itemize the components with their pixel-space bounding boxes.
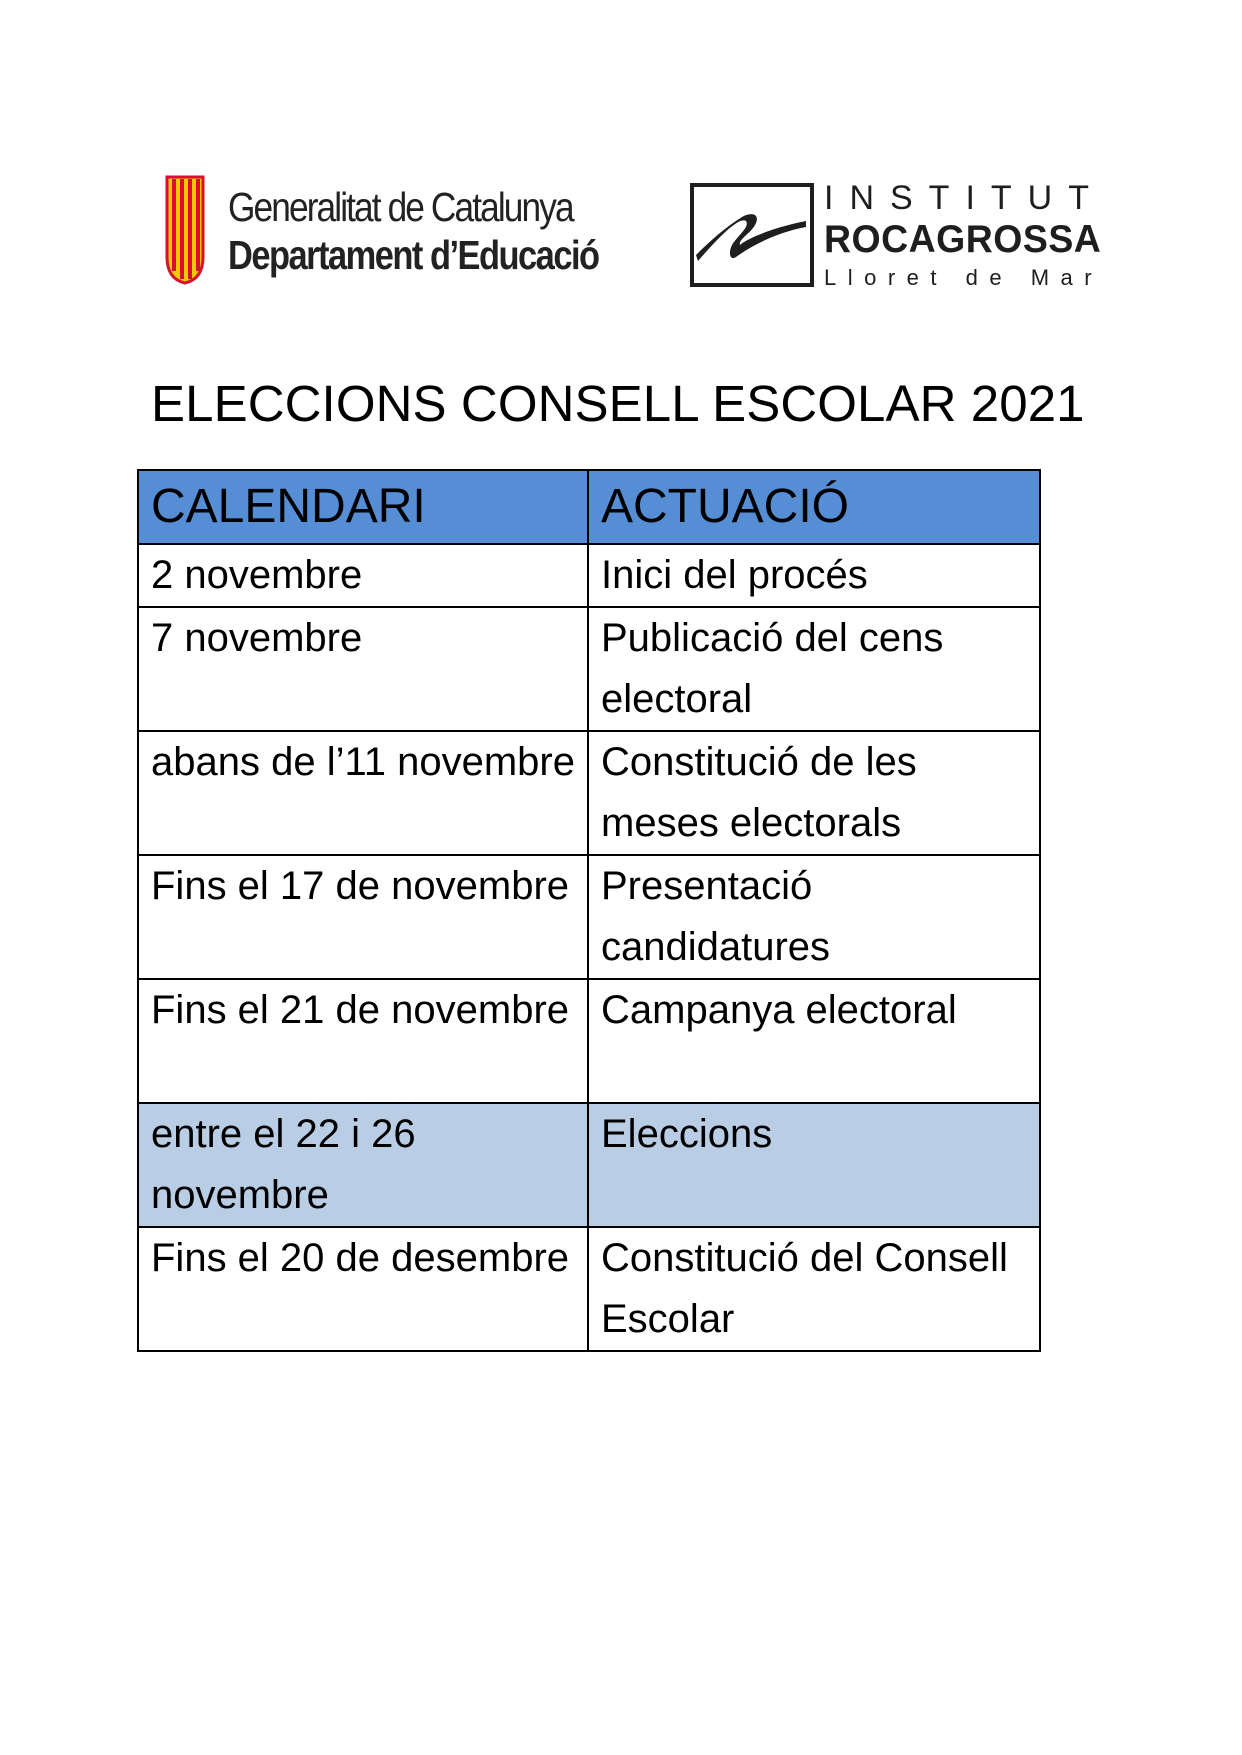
date-cell: 2 novembre <box>138 544 588 607</box>
table-row <box>138 855 1040 979</box>
generalitat-name: Generalitat de Catalunya <box>228 184 573 230</box>
senyera-crest-icon <box>165 175 205 285</box>
institut-logo <box>690 179 1105 291</box>
action-cell: Presentació candidatures <box>588 855 1040 979</box>
institut-name: ROCAGROSSA <box>824 218 1102 261</box>
table-row <box>138 979 1040 1103</box>
action-cell: Inici del procés <box>588 544 1040 607</box>
table-header-row <box>138 470 1040 544</box>
rocagrossa-wave-icon <box>690 183 814 287</box>
action-cell: Publicació del cens electoral <box>588 607 1040 731</box>
table-row <box>138 731 1040 855</box>
generalitat-logo <box>165 172 599 290</box>
action-cell: Constitució de les meses electorals <box>588 731 1040 855</box>
date-cell: abans de l’11 novembre <box>138 731 588 855</box>
header-actuacio: ACTUACIÓ <box>588 470 1040 544</box>
table-row <box>138 607 1040 731</box>
date-cell: Fins el 20 de desembre <box>138 1227 588 1351</box>
action-cell: Eleccions <box>588 1103 1040 1227</box>
action-cell: Constitució del Consell Escolar <box>588 1227 1040 1351</box>
action-cell: Campanya electoral <box>588 979 1040 1103</box>
institut-label: INSTITUT <box>824 179 1105 217</box>
date-cell: 7 novembre <box>138 607 588 731</box>
table-row <box>138 1227 1040 1351</box>
date-cell: Fins el 21 de novembre <box>138 979 588 1103</box>
header-calendari: CALENDARI <box>138 470 588 544</box>
institut-place: Lloret de Mar <box>824 265 1104 290</box>
page-title: ELECCIONS CONSELL ESCOLAR 2021 <box>151 375 1085 432</box>
calendar-table <box>137 469 1041 1352</box>
date-cell: entre el 22 i 26 novembre <box>138 1103 588 1227</box>
table-row-highlighted <box>138 1103 1040 1227</box>
date-cell: Fins el 17 de novembre <box>138 855 588 979</box>
department-name: Departament d’Educació <box>228 232 599 278</box>
table-row <box>138 544 1040 607</box>
